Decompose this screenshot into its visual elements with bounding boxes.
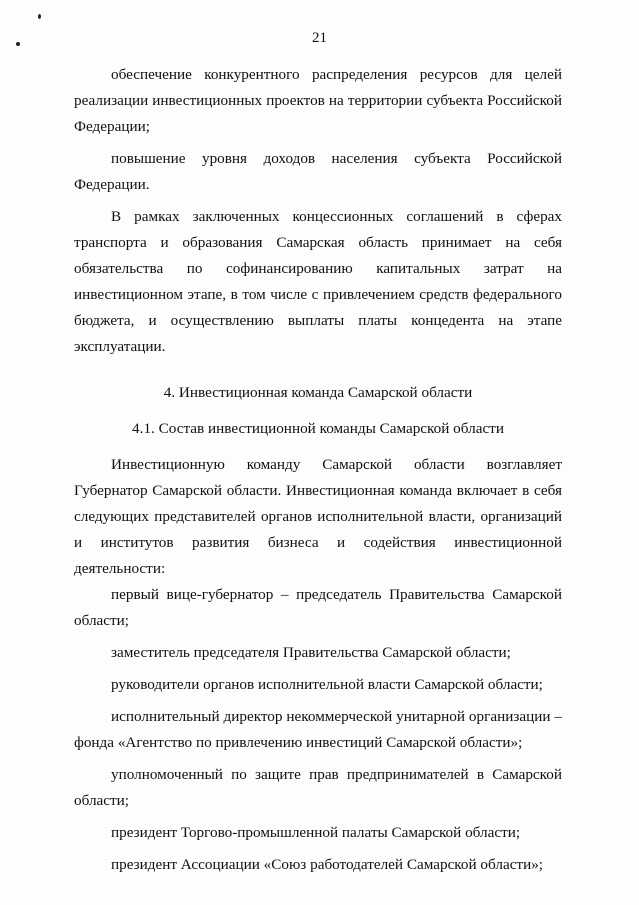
list-item: президент Ассоциации «Союз работодателей Самарской области»;: [111, 856, 544, 873]
list-item: первый вице-губернатор – председатель Правительства Самарской области;: [74, 586, 562, 629]
scan-mark: [38, 14, 41, 19]
paragraph-team-leadership: Инвестиционную команду Самарской области возглавляет Губернатор Самарской области. Инвестиционная команда включает в себя следующих представителей органов исполнительной власти, организаций и институтов развития бизнеса и содействия инвестиционной деятельности:: [74, 456, 562, 577]
list-item: заместитель председателя Правительства Самарской области;: [111, 644, 511, 661]
paragraph-concessions: В рамках заключенных концессионных соглашений в сферах транспорта и образования Самарская область принимает на себя обязательства по софинансированию капитальных затрат на инвестиционном этапе, в том числе с привлечением средств федерального бюджета, и осуществлению выплаты платы концедента на этапе эксплуатации.: [74, 208, 562, 355]
list-item: руководители органов исполнительной власти Самарской области;: [111, 676, 543, 693]
page-number: 21: [312, 30, 327, 46]
list-item: президент Торгово-промышленной палаты Самарской области;: [111, 824, 521, 841]
list-item: уполномоченный по защите прав предпринимателей в Самарской области;: [74, 766, 562, 809]
list-item: исполнительный директор некоммерческой унитарной организации – фонда «Агентство по привлечению инвестиций Самарской области»;: [74, 708, 562, 751]
section-subheading: 4.1. Состав инвестиционной команды Самарской области: [132, 420, 504, 437]
paragraph-competitive-allocation: обеспечение конкурентного распределения ресурсов для целей реализации инвестиционных проектов на территории субъекта Российской Федерации;: [74, 66, 562, 135]
page-body: [74, 62, 562, 878]
paragraph-income-growth: повышение уровня доходов населения субъекта Российской Федерации.: [74, 150, 562, 193]
section-heading: 4. Инвестиционная команда Самарской области: [163, 384, 473, 401]
